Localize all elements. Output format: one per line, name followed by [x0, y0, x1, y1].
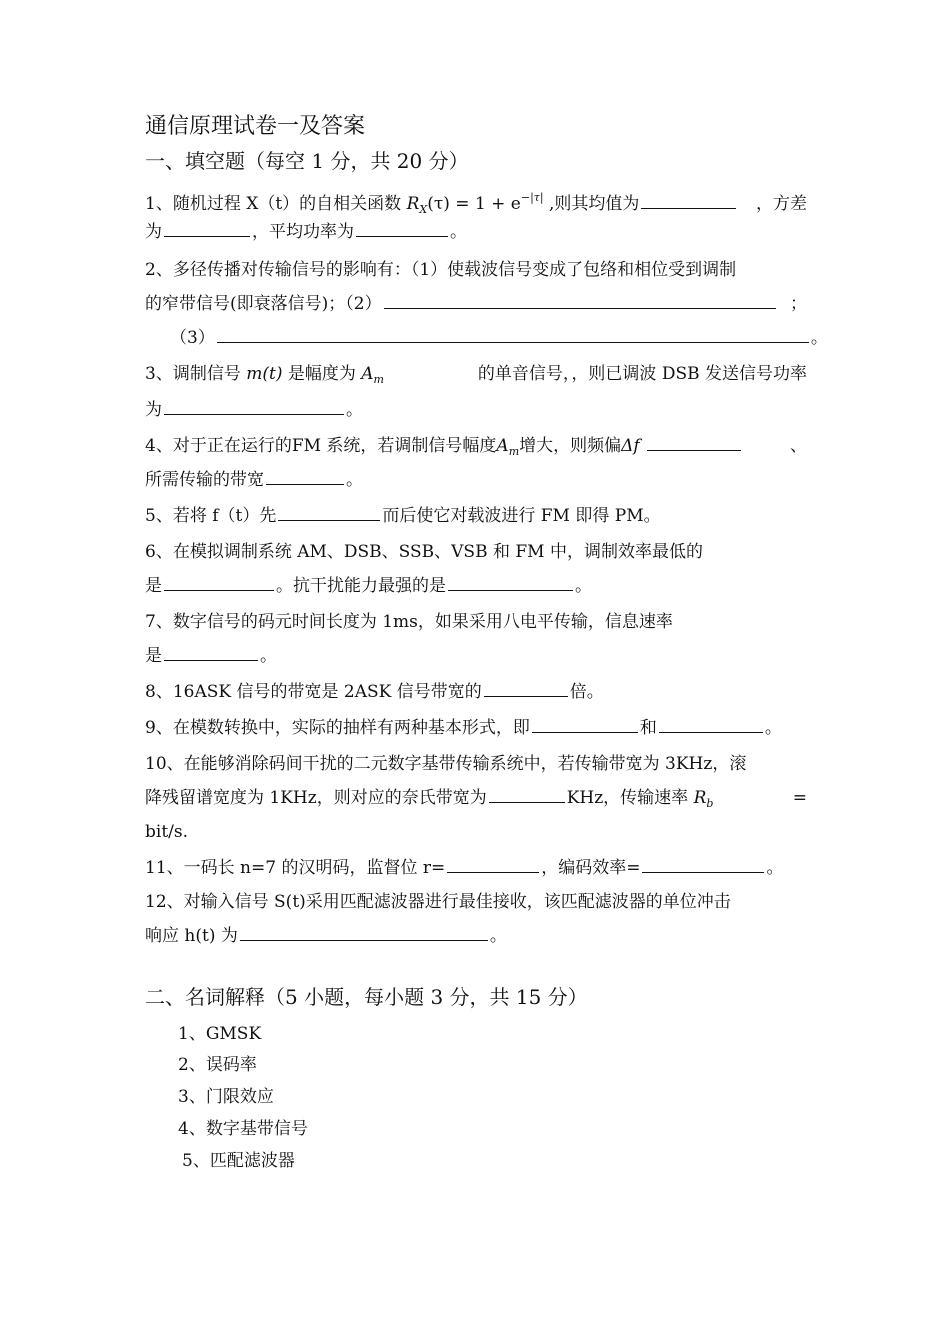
q2-blank-3[interactable]: [217, 324, 809, 343]
q11-r-blank[interactable]: [447, 854, 539, 873]
q1-formula: $R_X(\tau) = 1 + e^{-|\tau|}$: [406, 191, 544, 216]
term-item: 4、数字基带信号: [178, 1119, 308, 1139]
q1-power-blank[interactable]: [356, 218, 448, 237]
q2-line2: 的窄带信号(即衰落信号)；（2） ；: [145, 290, 807, 318]
q2-blank-2[interactable]: [384, 290, 776, 309]
q7-line2: 是 。: [145, 642, 807, 670]
q10-nyquist-blank[interactable]: [489, 784, 565, 803]
q1-variance-text: ，方差: [756, 194, 807, 214]
q8-blank[interactable]: [484, 678, 568, 697]
q5-blank[interactable]: [278, 502, 380, 521]
q12-blank[interactable]: [240, 922, 488, 941]
q10-line2: 降残留谱宽度为 1KHz，则对应的奈氏带宽为 KHz，传输速率 $R_b$ =: [145, 784, 807, 818]
q6-line1: 6、在模拟调制系统 AM、DSB、SSB、VSB 和 FM 中，调制效率最低的: [145, 542, 703, 562]
q1-mean-blank[interactable]: [641, 190, 736, 209]
section2-heading: 二、名词解释（5 小题，每小题 3 分，共 15 分）: [145, 985, 588, 1009]
q3-power-blank[interactable]: [164, 396, 344, 415]
q12-line2: 响应 h(t) 为 。: [145, 922, 807, 950]
q4-line1: 4、对于正在运行的FM 系统，若调制信号幅度$A_m$增大，则频偏Δf 、: [145, 432, 807, 466]
q6-line2: 是 。抗干扰能力最强的是 。: [145, 572, 807, 600]
q10-line3: bit/s.: [145, 822, 189, 842]
q3-line1: 3、调制信号 m(t) 是幅度为 $A_m$ 的单音信号，，则已调波 DSB 发送信号功率: [145, 364, 807, 386]
q9-line: 9、在模数转换中，实际的抽样有两种基本形式，即 和 。: [145, 714, 807, 742]
q2-line1: 2、多径传播对传输信号的影响有：（1）使载波信号变成了包络和相位受到调制: [145, 260, 737, 280]
q2-line3: （3） 。: [170, 324, 810, 352]
term-item: 5、匹配滤波器: [182, 1151, 295, 1171]
q4-bandwidth-blank[interactable]: [266, 466, 344, 485]
q3-signal: m(t): [246, 364, 283, 384]
q9-blank-1[interactable]: [532, 714, 638, 733]
term-item: 3、门限效应: [178, 1087, 274, 1107]
term-item: 2、误码率: [178, 1055, 257, 1075]
q4-line2: 所需传输的带宽 。: [145, 466, 807, 494]
q6-lowest-blank[interactable]: [164, 572, 274, 591]
q1-text: 1、随机过程 X（t）的自相关函数: [145, 194, 402, 214]
q12-line1: 12、对输入信号 S(t)采用匹配滤波器进行最佳接收，该匹配滤波器的单位冲击: [145, 892, 731, 912]
q7-blank[interactable]: [164, 642, 258, 661]
q9-blank-2[interactable]: [659, 714, 763, 733]
q8-line: 8、16ASK 信号的带宽是 2ASK 信号带宽的 倍。: [145, 678, 807, 706]
q5-line: 5、若将 f（t）先 而后使它对载波进行 FM 即得 PM。: [145, 502, 807, 530]
q3-line2: 为 。: [145, 396, 807, 424]
q1-mean-text: ,则其均值为: [549, 194, 640, 214]
q11-line: 11、一码长 n=7 的汉明码，监督位 r= ，编码效率= 。: [145, 854, 807, 882]
section1-heading: 一、填空题（每空 1 分，共 20 分）: [145, 149, 469, 173]
q4-deviation-blank[interactable]: [647, 432, 741, 451]
term-item: 1、GMSK: [178, 1024, 262, 1044]
q6-strongest-blank[interactable]: [448, 572, 573, 591]
q10-line1: 10、在能够消除码间干扰的二元数字基带传输系统中，若传输带宽为 3KHz，滚: [145, 754, 747, 774]
q7-line1: 7、数字信号的码元时间长度为 1ms，如果采用八电平传输，信息速率: [145, 612, 673, 632]
q1-line2: 为 ，平均功率为 。: [145, 218, 807, 246]
page-title: 通信原理试卷一及答案: [145, 114, 366, 139]
q11-efficiency-blank[interactable]: [642, 854, 764, 873]
q1-variance-blank[interactable]: [164, 218, 250, 237]
